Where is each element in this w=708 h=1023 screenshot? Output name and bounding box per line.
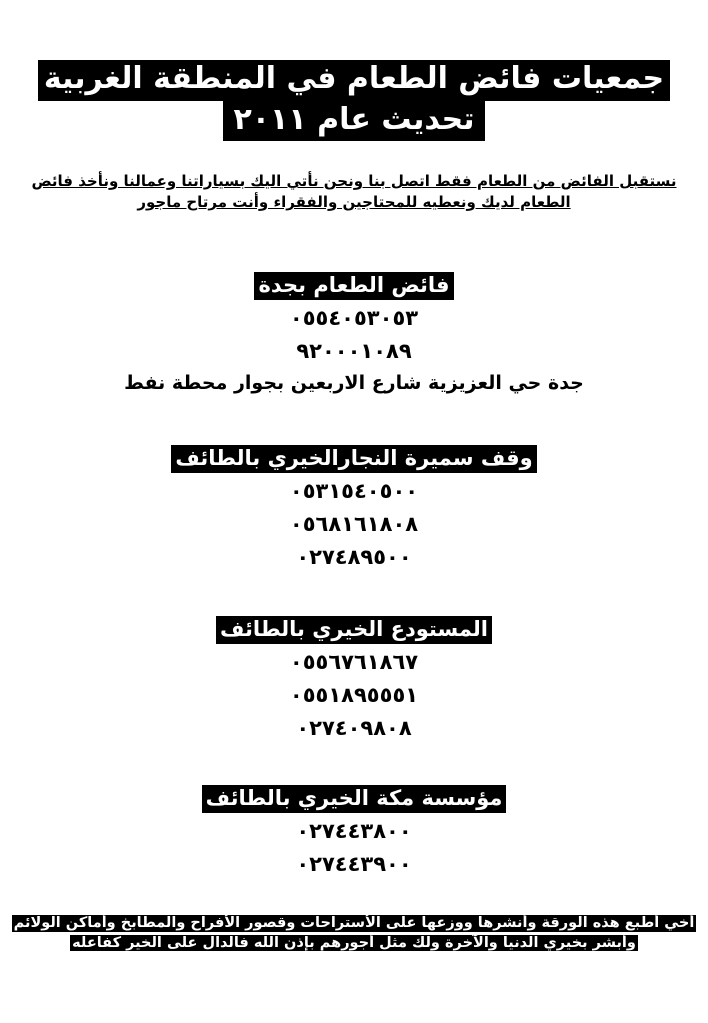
- org-address: جدة حي العزيزية شارع الاربعين بجوار محطة نفط: [124, 372, 584, 395]
- org-jeddah-food-surplus: [0, 272, 708, 398]
- phone-number: ٠٢٧٤٨٩٥٠٠: [296, 545, 412, 570]
- org-name: فائض الطعام بجدة: [254, 272, 453, 300]
- page-title: جمعيات فائض الطعام في المنطقة الغربية: [38, 60, 670, 101]
- phone-number: ٠٢٧٤٤٣٨٠٠: [296, 819, 412, 844]
- footer-line-1: أخي أطبع هذه الورقة وأنشرها ووزعها على الأستراحات وقصور الأفراح والمطابخ وأماكن الولائم: [13, 915, 695, 931]
- phone-number: ٠٥٥١٨٩٥٥٥١: [289, 683, 419, 708]
- phone-number: ٩٢٠٠٠١٠٨٩: [296, 339, 412, 364]
- org-name: المستودع الخيري بالطائف: [216, 616, 492, 644]
- footer-note: [0, 912, 708, 951]
- page-subtitle: تحديث عام ٢٠١١: [223, 101, 484, 142]
- phone-number: ٠٥٣١٥٤٠٥٠٠: [289, 479, 419, 504]
- intro-text: [24, 171, 684, 213]
- org-name: مؤسسة مكة الخيري بالطائف: [202, 785, 507, 813]
- org-charity-warehouse-taif: [0, 616, 708, 745]
- org-samira-najjar-endowment: [0, 445, 708, 574]
- phone-number: ٠٥٥٤٠٥٣٠٥٣: [289, 306, 419, 331]
- phone-number: ٠٥٥٦٧٦١٨٦٧: [289, 650, 419, 675]
- phone-number: ٠٢٧٤٠٩٨٠٨: [296, 716, 412, 741]
- org-name: وقف سميرة النجارالخيري بالطائف: [171, 445, 536, 473]
- intro-line-1: نستقبل الفائض من الطعام فقط اتصل بنا ونحن نأتي اليك بسياراتنا وعمالنا ونأخذ فائض: [31, 172, 677, 190]
- title-block: [0, 60, 708, 141]
- org-makkah-charity-foundation: [0, 785, 708, 881]
- intro-line-2: الطعام لديك ونعطيه للمحتاجين والفقراء وأنت مرتاح ماجور: [137, 193, 571, 211]
- footer-line-2: وأبشر بخيري الدنيا والآخرة ولك مثل أجورهم بإذن الله فالدال على الخير كفاعله: [72, 934, 636, 951]
- phone-number: ٠٢٧٤٤٣٩٠٠: [296, 852, 412, 877]
- phone-number: ٠٥٦٨١٦١٨٠٨: [289, 512, 419, 537]
